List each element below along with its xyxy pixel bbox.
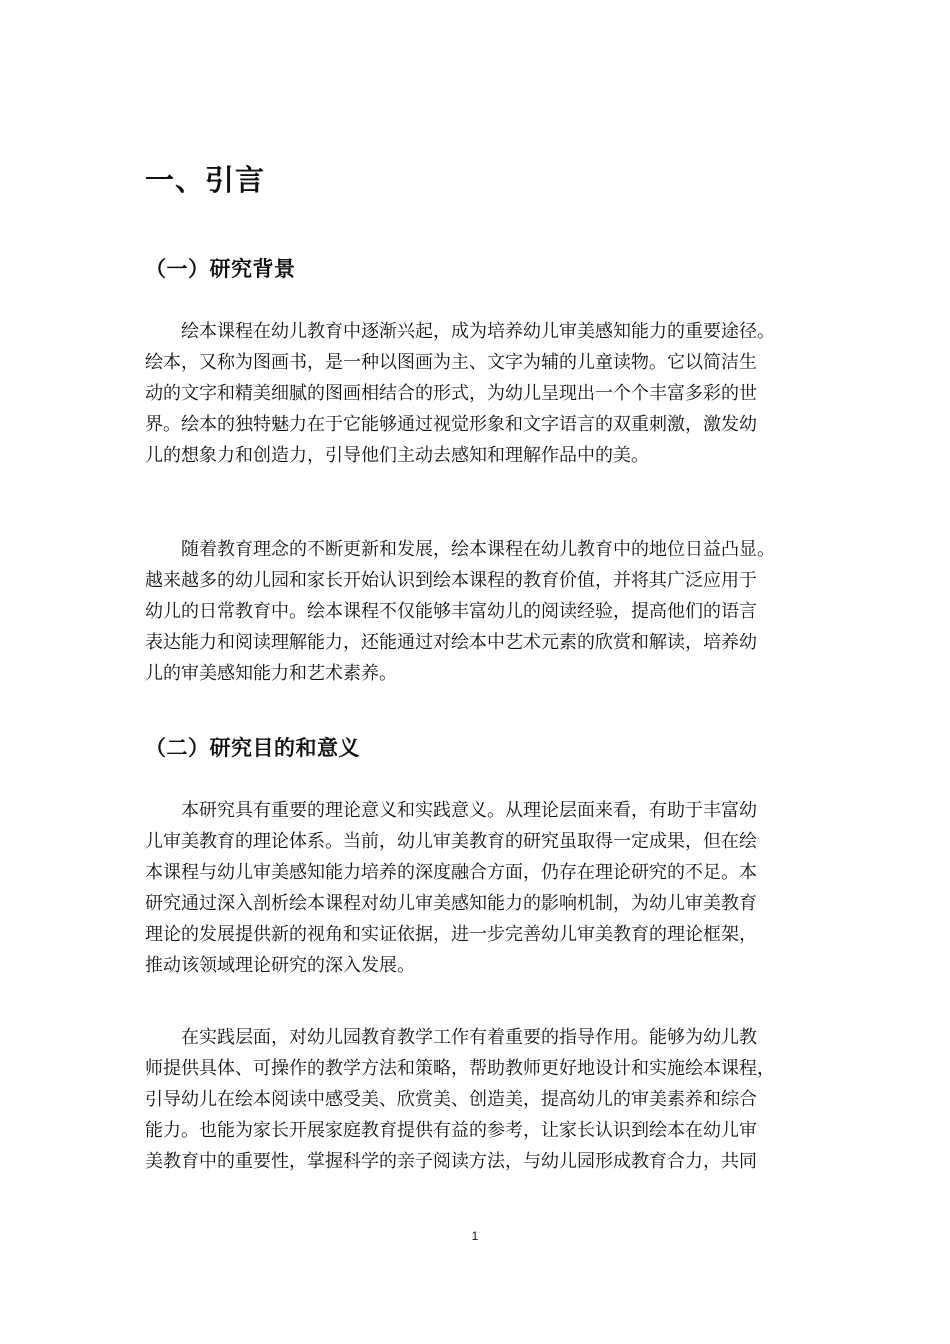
text-line: 推动该领域理论研究的深入发展。 <box>145 955 415 976</box>
text-line: 越来越多的幼儿园和家长开始认识到绘本课程的教育价值，并将其广泛应用于 <box>145 570 757 591</box>
paragraph-background-1 <box>145 316 805 471</box>
chapter-heading: 一、引言 <box>145 163 266 197</box>
text-line: 界。绘本的独特魅力在于它能够通过视觉形象和文字语言的双重刺激，激发幼 <box>145 414 757 435</box>
text-line: 研究通过深入剖析绘本课程对幼儿审美感知能力的影响机制，为幼儿审美教育 <box>145 893 757 914</box>
text-line: 绘本，又称为图画书，是一种以图画为主、文字为辅的儿童读物。它以简洁生 <box>145 352 757 373</box>
text-line: 幼儿的日常教育中。绘本课程不仅能够丰富幼儿的阅读经验，提高他们的语言 <box>145 601 757 622</box>
text-line: 引导幼儿在绘本阅读中感受美、欣赏美、创造美，提高幼儿的审美素养和综合 <box>145 1089 757 1110</box>
page-number: 1 <box>471 1229 479 1243</box>
text-line: 师提供具体、可操作的教学方法和策略，帮助教师更好地设计和实施绘本课程， <box>145 1058 775 1079</box>
text-line: 随着教育理念的不断更新和发展，绘本课程在幼儿教育中的地位日益凸显。 <box>181 539 775 560</box>
text-line: 本课程与幼儿审美感知能力培养的深度融合方面，仍存在理论研究的不足。本 <box>145 862 757 883</box>
text-line: 本研究具有重要的理论意义和实践意义。从理论层面来看，有助于丰富幼 <box>181 800 757 821</box>
paragraph-background-2 <box>145 534 805 689</box>
text-line: 表达能力和阅读理解能力，还能通过对绘本中艺术元素的欣赏和解读，培养幼 <box>145 632 757 653</box>
section-heading-purpose: （二）研究目的和意义 <box>145 736 360 760</box>
text-line: 动的文字和精美细腻的图画相结合的形式，为幼儿呈现出一个个丰富多彩的世 <box>145 383 757 404</box>
text-line: 儿的想象力和创造力，引导他们主动去感知和理解作品中的美。 <box>145 445 649 466</box>
text-line: 绘本课程在幼儿教育中逐渐兴起，成为培养幼儿审美感知能力的重要途径。 <box>181 321 775 342</box>
section-heading-background: （一）研究背景 <box>145 257 296 281</box>
paragraph-purpose-2 <box>145 1022 805 1177</box>
text-line: 在实践层面，对幼儿园教育教学工作有着重要的指导作用。能够为幼儿教 <box>181 1027 757 1048</box>
paragraph-purpose-1 <box>145 795 805 981</box>
text-line: 能力。也能为家长开展家庭教育提供有益的参考，让家长认识到绘本在幼儿审 <box>145 1120 757 1141</box>
text-line: 儿审美教育的理论体系。当前，幼儿审美教育的研究虽取得一定成果，但在绘 <box>145 831 757 852</box>
text-line: 理论的发展提供新的视角和实证依据，进一步完善幼儿审美教育的理论框架， <box>145 924 757 945</box>
text-line: 儿的审美感知能力和艺术素养。 <box>145 663 397 684</box>
text-line: 美教育中的重要性，掌握科学的亲子阅读方法，与幼儿园形成教育合力，共同 <box>145 1151 757 1172</box>
